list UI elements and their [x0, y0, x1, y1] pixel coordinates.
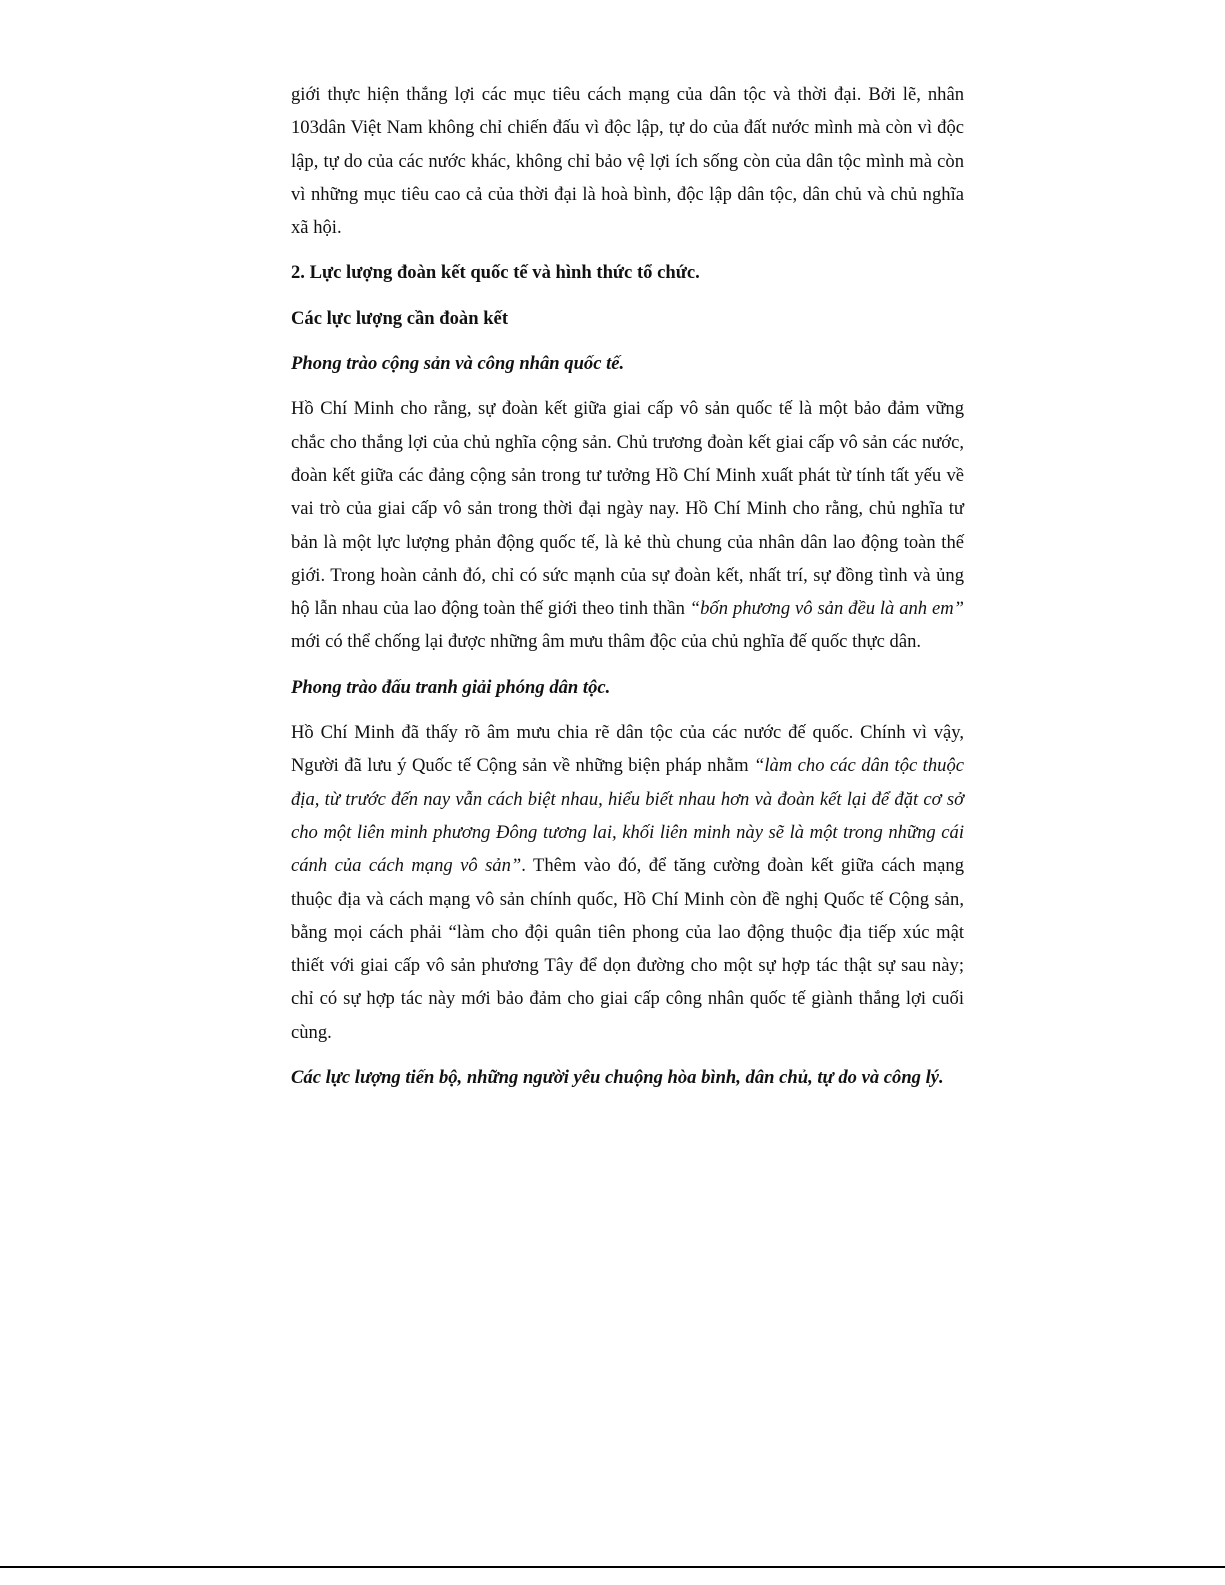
section-heading: 2. Lực lượng đoàn kết quốc tế và hình thức tổ chức. [291, 262, 700, 284]
quote-colonial-peoples: “làm cho các dân tộc thuộc địa, từ trước đến nay vẫn cách biệt nhau, hiểu biết nhau hơn và đoàn kết lại để đặt cơ sở cho một liên minh phương Đông tương lai, khối liên minh này sẽ là một trong những cái cánh của cách mạng vô sản” [291, 755, 964, 877]
paragraph-proletariat-text: Hồ Chí Minh cho rằng, sự đoàn kết giữa giai cấp vô sản quốc tế là một bảo đảm vững chắc cho thắng lợi của chủ nghĩa cộng sản. Chủ trương đoàn kết giai cấp vô sản các nước, đoàn kết giữa các đảng cộng sản trong tư tưởng Hồ Chí Minh xuất phát từ tính tất yếu về vai trò của giai cấp vô sản trong thời đại ngày nay. Hồ Chí Minh cho rằng, chủ nghĩa tư bản là một lực lượng phản động quốc tế, là kẻ thù chung của nhân dân lao động toàn thế giới. Trong hoàn cảnh đó, chỉ có sức mạnh của sự đoàn kết, nhất trí, sự đồng tình và ủng hộ lẫn nhau của lao động toàn thế giới theo tinh thần [291, 398, 964, 620]
paragraph-liberation-end: . Thêm vào đó, để tăng cường đoàn kết giữa cách mạng thuộc địa và cách mạng vô sản chính quốc, Hồ Chí Minh còn đề nghị Quốc tế Cộng sản, bằng mọi cách phải “làm cho đội quân tiên phong của lao động thuộc địa tiếp xúc mật thiết với giai cấp vô sản phương Tây để dọn đường cho một sự hợp tác thật sự sau này; chỉ có sự hợp tác này mới bảo đảm cho giai cấp công nhân quốc tế giành thắng lợi cuối cùng. [291, 855, 964, 1043]
forces-heading: Các lực lượng cần đoàn kết [291, 307, 509, 329]
subheading-communist-movement: Phong trào cộng sản và công nhân quốc tế. [291, 353, 625, 375]
paragraph-proletariat-unity [291, 392, 964, 658]
paragraph-liberation [291, 716, 964, 1049]
quote-four-directions: “bốn phương vô sản đều là anh em” [689, 598, 964, 620]
paragraph-proletariat-end: mới có thể chống lại được những âm mưu thâm độc của chủ nghĩa đế quốc thực dân. [291, 631, 922, 653]
paragraph-intro: giới thực hiện thắng lợi các mục tiêu cách mạng của dân tộc và thời đại. Bởi lẽ, nhân 103dân Việt Nam không chỉ chiến đấu vì độc lập, tự do của đất nước mình mà còn vì độc lập, tự do của các nước khác, không chỉ bảo vệ lợi ích sống còn của dân tộc mình mà còn vì những mục tiêu cao cả của thời đại là hoà bình, độc lập dân tộc, dân chủ và chủ nghĩa xã hội. [291, 84, 964, 239]
subheading-progressive-forces: Các lực lượng tiến bộ, những người yêu chuộng hòa bình, dân chủ, tự do và công lý. [291, 1067, 944, 1089]
subheading-liberation-movement: Phong trào đấu tranh giải phóng dân tộc. [291, 676, 611, 698]
paragraph-liberation-text: Hồ Chí Minh đã thấy rõ âm mưu chia rẽ dân tộc của các nước đế quốc. Chính vì vậy, Người đã lưu ý Quốc tế Cộng sản về những biện pháp nhằm [291, 722, 964, 777]
document-page [291, 78, 964, 1106]
bottom-divider [0, 1566, 1225, 1568]
